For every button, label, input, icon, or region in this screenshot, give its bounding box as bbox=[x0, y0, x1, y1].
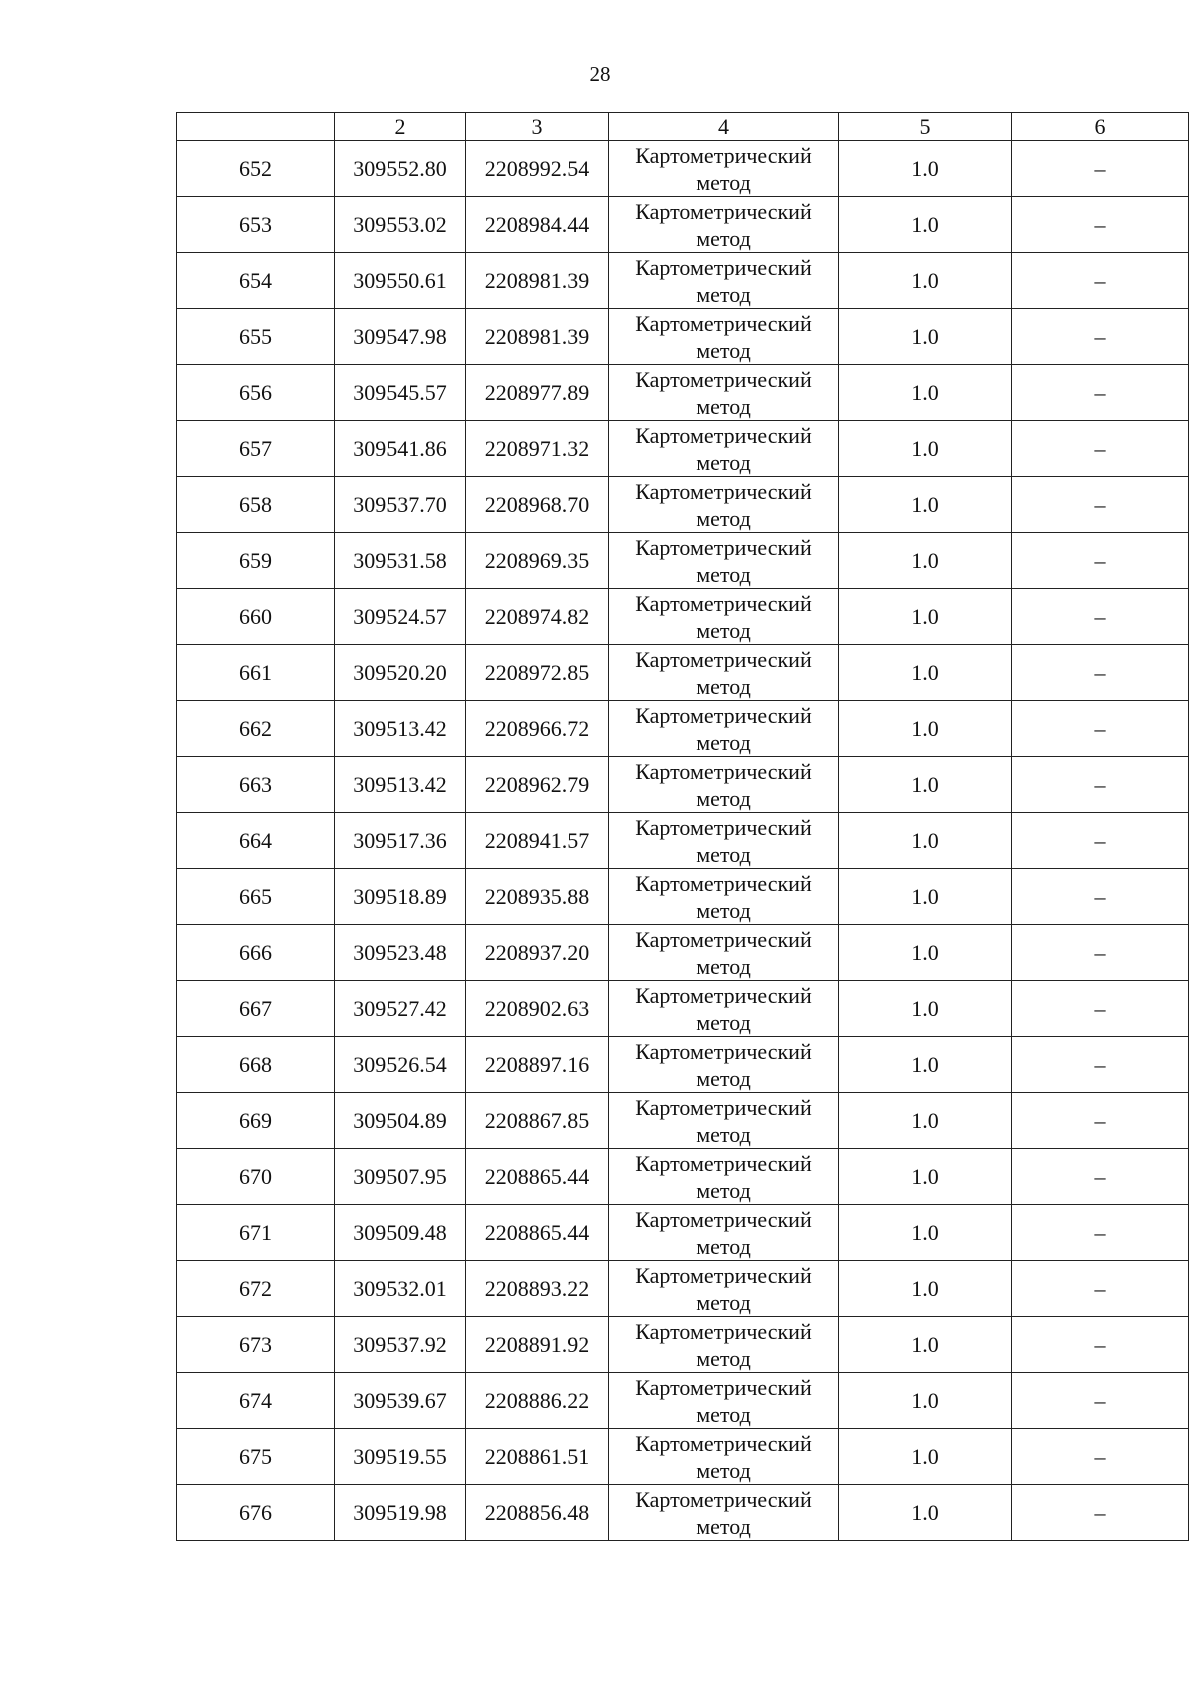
point-number-cell: 659 bbox=[177, 533, 335, 589]
method-text-line-1: Картометрический bbox=[635, 1206, 812, 1232]
x-coordinate-cell: 309552.80 bbox=[335, 141, 466, 197]
x-coordinate-cell: 309520.20 bbox=[335, 645, 466, 701]
accuracy-cell: 1.0 bbox=[839, 421, 1012, 477]
table-row bbox=[177, 1149, 1189, 1205]
note-cell: – bbox=[1012, 1205, 1189, 1261]
x-coordinate-cell: 309553.02 bbox=[335, 197, 466, 253]
point-number-cell: 654 bbox=[177, 253, 335, 309]
table-row bbox=[177, 197, 1189, 253]
method-text-line-1: Картометрический bbox=[635, 366, 812, 392]
note-cell: – bbox=[1012, 1149, 1189, 1205]
y-coordinate-cell: 2208971.32 bbox=[466, 421, 609, 477]
accuracy-cell: 1.0 bbox=[839, 365, 1012, 421]
accuracy-cell: 1.0 bbox=[839, 645, 1012, 701]
method-text-line-2: метод bbox=[696, 169, 751, 195]
x-coordinate-cell: 309539.67 bbox=[335, 1373, 466, 1429]
method-text-line-2: метод bbox=[696, 1065, 751, 1091]
method-cell bbox=[609, 197, 839, 253]
accuracy-cell: 1.0 bbox=[839, 869, 1012, 925]
x-coordinate-cell: 309518.89 bbox=[335, 869, 466, 925]
x-coordinate-cell: 309523.48 bbox=[335, 925, 466, 981]
method-text-line-2: метод bbox=[696, 1457, 751, 1483]
header-col-6: 6 bbox=[1012, 113, 1189, 141]
table-row bbox=[177, 141, 1189, 197]
method-cell bbox=[609, 925, 839, 981]
x-coordinate-cell: 309513.42 bbox=[335, 701, 466, 757]
table-row bbox=[177, 1429, 1189, 1485]
note-cell: – bbox=[1012, 253, 1189, 309]
method-text-line-2: метод bbox=[696, 449, 751, 475]
x-coordinate-cell: 309541.86 bbox=[335, 421, 466, 477]
method-text-line-1: Картометрический bbox=[635, 1094, 812, 1120]
method-cell bbox=[609, 1317, 839, 1373]
table-row bbox=[177, 1205, 1189, 1261]
table-row bbox=[177, 1037, 1189, 1093]
page-number: 28 bbox=[589, 62, 611, 86]
table-body bbox=[177, 141, 1189, 1541]
method-text-line-1: Картометрический bbox=[635, 1430, 812, 1456]
method-text-line-2: метод bbox=[696, 337, 751, 363]
table-row bbox=[177, 757, 1189, 813]
method-text-line-1: Картометрический bbox=[635, 814, 812, 840]
accuracy-cell: 1.0 bbox=[839, 253, 1012, 309]
point-number-cell: 676 bbox=[177, 1485, 335, 1541]
y-coordinate-cell: 2208968.70 bbox=[466, 477, 609, 533]
table-row bbox=[177, 925, 1189, 981]
point-number-cell: 665 bbox=[177, 869, 335, 925]
method-cell bbox=[609, 1373, 839, 1429]
note-cell: – bbox=[1012, 1317, 1189, 1373]
method-cell bbox=[609, 477, 839, 533]
note-cell: – bbox=[1012, 141, 1189, 197]
point-number-cell: 653 bbox=[177, 197, 335, 253]
table-row bbox=[177, 1093, 1189, 1149]
y-coordinate-cell: 2208865.44 bbox=[466, 1149, 609, 1205]
method-text-line-1: Картометрический bbox=[635, 870, 812, 896]
table-row bbox=[177, 365, 1189, 421]
accuracy-cell: 1.0 bbox=[839, 925, 1012, 981]
method-text-line-2: метод bbox=[696, 785, 751, 811]
accuracy-cell: 1.0 bbox=[839, 1037, 1012, 1093]
note-cell: – bbox=[1012, 421, 1189, 477]
note-cell: – bbox=[1012, 589, 1189, 645]
point-number-cell: 656 bbox=[177, 365, 335, 421]
note-cell: – bbox=[1012, 1373, 1189, 1429]
y-coordinate-cell: 2208897.16 bbox=[466, 1037, 609, 1093]
y-coordinate-cell: 2208856.48 bbox=[466, 1485, 609, 1541]
method-cell bbox=[609, 421, 839, 477]
point-number-cell: 673 bbox=[177, 1317, 335, 1373]
method-cell bbox=[609, 253, 839, 309]
method-text-line-2: метод bbox=[696, 1513, 751, 1539]
note-cell: – bbox=[1012, 1485, 1189, 1541]
table-row bbox=[177, 645, 1189, 701]
x-coordinate-cell: 309537.70 bbox=[335, 477, 466, 533]
y-coordinate-cell: 2208865.44 bbox=[466, 1205, 609, 1261]
accuracy-cell: 1.0 bbox=[839, 757, 1012, 813]
table-row bbox=[177, 701, 1189, 757]
method-cell bbox=[609, 1429, 839, 1485]
x-coordinate-cell: 309509.48 bbox=[335, 1205, 466, 1261]
method-cell bbox=[609, 309, 839, 365]
accuracy-cell: 1.0 bbox=[839, 1093, 1012, 1149]
method-text-line-2: метод bbox=[696, 1177, 751, 1203]
accuracy-cell: 1.0 bbox=[839, 1317, 1012, 1373]
method-text-line-1: Картометрический bbox=[635, 1318, 812, 1344]
note-cell: – bbox=[1012, 645, 1189, 701]
header-col-5: 5 bbox=[839, 113, 1012, 141]
y-coordinate-cell: 2208992.54 bbox=[466, 141, 609, 197]
x-coordinate-cell: 309532.01 bbox=[335, 1261, 466, 1317]
accuracy-cell: 1.0 bbox=[839, 309, 1012, 365]
method-text-line-1: Картометрический bbox=[635, 478, 812, 504]
point-number-cell: 674 bbox=[177, 1373, 335, 1429]
accuracy-cell: 1.0 bbox=[839, 1261, 1012, 1317]
note-cell: – bbox=[1012, 869, 1189, 925]
accuracy-cell: 1.0 bbox=[839, 141, 1012, 197]
y-coordinate-cell: 2208937.20 bbox=[466, 925, 609, 981]
point-number-cell: 652 bbox=[177, 141, 335, 197]
method-text-line-2: метод bbox=[696, 729, 751, 755]
point-number-cell: 668 bbox=[177, 1037, 335, 1093]
method-text-line-1: Картометрический bbox=[635, 646, 812, 672]
method-text-line-2: метод bbox=[696, 897, 751, 923]
point-number-cell: 658 bbox=[177, 477, 335, 533]
method-text-line-1: Картометрический bbox=[635, 142, 812, 168]
method-text-line-2: метод bbox=[696, 1401, 751, 1427]
x-coordinate-cell: 309531.58 bbox=[335, 533, 466, 589]
accuracy-cell: 1.0 bbox=[839, 589, 1012, 645]
table-header bbox=[177, 113, 1189, 141]
table-row bbox=[177, 1485, 1189, 1541]
point-number-cell: 662 bbox=[177, 701, 335, 757]
method-cell bbox=[609, 869, 839, 925]
point-number-cell: 666 bbox=[177, 925, 335, 981]
x-coordinate-cell: 309545.57 bbox=[335, 365, 466, 421]
note-cell: – bbox=[1012, 309, 1189, 365]
method-text-line-1: Картометрический bbox=[635, 982, 812, 1008]
table-row bbox=[177, 813, 1189, 869]
x-coordinate-cell: 309513.42 bbox=[335, 757, 466, 813]
header-col-4: 4 bbox=[609, 113, 839, 141]
accuracy-cell: 1.0 bbox=[839, 533, 1012, 589]
method-text-line-1: Картометрический bbox=[635, 254, 812, 280]
y-coordinate-cell: 2208962.79 bbox=[466, 757, 609, 813]
y-coordinate-cell: 2208861.51 bbox=[466, 1429, 609, 1485]
accuracy-cell: 1.0 bbox=[839, 1149, 1012, 1205]
note-cell: – bbox=[1012, 1093, 1189, 1149]
method-text-line-1: Картометрический bbox=[635, 422, 812, 448]
point-number-cell: 655 bbox=[177, 309, 335, 365]
method-text-line-2: метод bbox=[696, 561, 751, 587]
method-text-line-1: Картометрический bbox=[635, 1262, 812, 1288]
accuracy-cell: 1.0 bbox=[839, 813, 1012, 869]
point-number-cell: 670 bbox=[177, 1149, 335, 1205]
method-cell bbox=[609, 533, 839, 589]
method-text-line-1: Картометрический bbox=[635, 1150, 812, 1176]
y-coordinate-cell: 2208886.22 bbox=[466, 1373, 609, 1429]
header-col-3: 3 bbox=[466, 113, 609, 141]
method-text-line-2: метод bbox=[696, 225, 751, 251]
y-coordinate-cell: 2208974.82 bbox=[466, 589, 609, 645]
method-text-line-2: метод bbox=[696, 505, 751, 531]
method-cell bbox=[609, 1205, 839, 1261]
table-row bbox=[177, 477, 1189, 533]
table-row bbox=[177, 421, 1189, 477]
method-text-line-2: метод bbox=[696, 1121, 751, 1147]
note-cell: – bbox=[1012, 981, 1189, 1037]
method-cell bbox=[609, 365, 839, 421]
point-number-cell: 657 bbox=[177, 421, 335, 477]
point-number-cell: 667 bbox=[177, 981, 335, 1037]
note-cell: – bbox=[1012, 701, 1189, 757]
x-coordinate-cell: 309526.54 bbox=[335, 1037, 466, 1093]
y-coordinate-cell: 2208972.85 bbox=[466, 645, 609, 701]
x-coordinate-cell: 309519.98 bbox=[335, 1485, 466, 1541]
point-number-cell: 661 bbox=[177, 645, 335, 701]
y-coordinate-cell: 2208977.89 bbox=[466, 365, 609, 421]
method-text-line-2: метод bbox=[696, 1345, 751, 1371]
method-cell bbox=[609, 1037, 839, 1093]
y-coordinate-cell: 2208935.88 bbox=[466, 869, 609, 925]
method-text-line-1: Картометрический bbox=[635, 1374, 812, 1400]
note-cell: – bbox=[1012, 533, 1189, 589]
accuracy-cell: 1.0 bbox=[839, 701, 1012, 757]
table-row bbox=[177, 1317, 1189, 1373]
point-number-cell: 660 bbox=[177, 589, 335, 645]
method-text-line-1: Картометрический bbox=[635, 758, 812, 784]
x-coordinate-cell: 309537.92 bbox=[335, 1317, 466, 1373]
note-cell: – bbox=[1012, 365, 1189, 421]
x-coordinate-cell: 309524.57 bbox=[335, 589, 466, 645]
table-row bbox=[177, 533, 1189, 589]
method-cell bbox=[609, 1149, 839, 1205]
method-text-line-2: метод bbox=[696, 281, 751, 307]
note-cell: – bbox=[1012, 197, 1189, 253]
method-text-line-2: метод bbox=[696, 841, 751, 867]
method-text-line-2: метод bbox=[696, 1289, 751, 1315]
x-coordinate-cell: 309547.98 bbox=[335, 309, 466, 365]
x-coordinate-cell: 309550.61 bbox=[335, 253, 466, 309]
method-text-line-1: Картометрический bbox=[635, 198, 812, 224]
table-row bbox=[177, 589, 1189, 645]
note-cell: – bbox=[1012, 813, 1189, 869]
table-row bbox=[177, 1373, 1189, 1429]
point-number-cell: 675 bbox=[177, 1429, 335, 1485]
coordinates-table bbox=[176, 112, 1189, 1541]
method-text-line-2: метод bbox=[696, 673, 751, 699]
method-cell bbox=[609, 589, 839, 645]
x-coordinate-cell: 309504.89 bbox=[335, 1093, 466, 1149]
method-cell bbox=[609, 1485, 839, 1541]
point-number-cell: 663 bbox=[177, 757, 335, 813]
method-cell bbox=[609, 645, 839, 701]
accuracy-cell: 1.0 bbox=[839, 477, 1012, 533]
method-cell bbox=[609, 701, 839, 757]
table-row bbox=[177, 981, 1189, 1037]
point-number-cell: 669 bbox=[177, 1093, 335, 1149]
method-text-line-1: Картометрический bbox=[635, 534, 812, 560]
x-coordinate-cell: 309527.42 bbox=[335, 981, 466, 1037]
note-cell: – bbox=[1012, 477, 1189, 533]
method-text-line-2: метод bbox=[696, 1233, 751, 1259]
point-number-cell: 671 bbox=[177, 1205, 335, 1261]
method-text-line-1: Картометрический bbox=[635, 1038, 812, 1064]
accuracy-cell: 1.0 bbox=[839, 1373, 1012, 1429]
point-number-cell: 664 bbox=[177, 813, 335, 869]
table-row bbox=[177, 309, 1189, 365]
table-row bbox=[177, 253, 1189, 309]
note-cell: – bbox=[1012, 1261, 1189, 1317]
method-text-line-1: Картометрический bbox=[635, 702, 812, 728]
y-coordinate-cell: 2208891.92 bbox=[466, 1317, 609, 1373]
accuracy-cell: 1.0 bbox=[839, 197, 1012, 253]
method-text-line-1: Картометрический bbox=[635, 1486, 812, 1512]
x-coordinate-cell: 309519.55 bbox=[335, 1429, 466, 1485]
header-row bbox=[177, 113, 1189, 141]
y-coordinate-cell: 2208981.39 bbox=[466, 253, 609, 309]
method-cell bbox=[609, 757, 839, 813]
y-coordinate-cell: 2208941.57 bbox=[466, 813, 609, 869]
note-cell: – bbox=[1012, 1037, 1189, 1093]
header-col-2: 2 bbox=[335, 113, 466, 141]
method-cell bbox=[609, 813, 839, 869]
note-cell: – bbox=[1012, 757, 1189, 813]
method-text-line-2: метод bbox=[696, 393, 751, 419]
method-text-line-2: метод bbox=[696, 617, 751, 643]
y-coordinate-cell: 2208969.35 bbox=[466, 533, 609, 589]
note-cell: – bbox=[1012, 1429, 1189, 1485]
note-cell: – bbox=[1012, 925, 1189, 981]
x-coordinate-cell: 309507.95 bbox=[335, 1149, 466, 1205]
method-cell bbox=[609, 981, 839, 1037]
accuracy-cell: 1.0 bbox=[839, 981, 1012, 1037]
method-text-line-2: метод bbox=[696, 1009, 751, 1035]
method-text-line-1: Картометрический bbox=[635, 310, 812, 336]
x-coordinate-cell: 309517.36 bbox=[335, 813, 466, 869]
accuracy-cell: 1.0 bbox=[839, 1205, 1012, 1261]
accuracy-cell: 1.0 bbox=[839, 1429, 1012, 1485]
method-text-line-2: метод bbox=[696, 953, 751, 979]
point-number-cell: 672 bbox=[177, 1261, 335, 1317]
method-text-line-1: Картометрический bbox=[635, 590, 812, 616]
method-cell bbox=[609, 1093, 839, 1149]
method-cell bbox=[609, 141, 839, 197]
y-coordinate-cell: 2208893.22 bbox=[466, 1261, 609, 1317]
table-row bbox=[177, 1261, 1189, 1317]
y-coordinate-cell: 2208867.85 bbox=[466, 1093, 609, 1149]
header-col-1 bbox=[177, 113, 335, 141]
method-text-line-1: Картометрический bbox=[635, 926, 812, 952]
y-coordinate-cell: 2208902.63 bbox=[466, 981, 609, 1037]
y-coordinate-cell: 2208984.44 bbox=[466, 197, 609, 253]
y-coordinate-cell: 2208966.72 bbox=[466, 701, 609, 757]
accuracy-cell: 1.0 bbox=[839, 1485, 1012, 1541]
table-row bbox=[177, 869, 1189, 925]
y-coordinate-cell: 2208981.39 bbox=[466, 309, 609, 365]
method-cell bbox=[609, 1261, 839, 1317]
